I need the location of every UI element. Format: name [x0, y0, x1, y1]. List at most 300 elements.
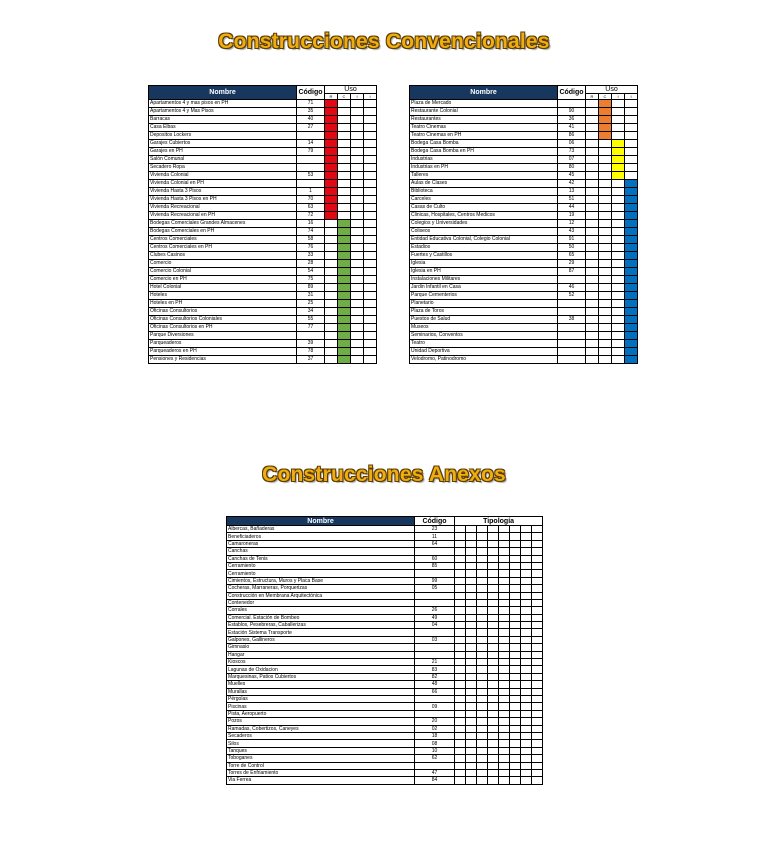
typology-cell — [521, 548, 532, 555]
use-cell — [338, 108, 351, 116]
use-col-i: I — [612, 94, 625, 100]
row-name: Hoteles en PH — [149, 300, 297, 308]
table-row — [149, 244, 377, 252]
typology-cell — [532, 533, 543, 540]
typology-cell — [510, 725, 521, 732]
row-name: Hotel Colonial — [149, 284, 297, 292]
row-name: Beneficiaderos — [227, 533, 415, 540]
typology-cell — [499, 740, 510, 747]
table-row — [410, 356, 638, 364]
typology-cell — [488, 777, 499, 784]
row-name: Unidad Deportiva — [410, 348, 558, 356]
row-name: Oficinas Consultorios — [149, 308, 297, 316]
table-row — [410, 260, 638, 268]
table-row — [149, 356, 377, 364]
row-code: 50 — [558, 244, 586, 252]
use-col-i: I — [364, 94, 377, 100]
use-cell — [612, 356, 625, 364]
typology-cell — [488, 636, 499, 643]
row-code: 51 — [558, 196, 586, 204]
row-name: Torres de Enfriamiento — [227, 769, 415, 776]
table-row — [227, 769, 543, 776]
typology-cell — [499, 710, 510, 717]
typology-cell — [477, 762, 488, 769]
typology-cell — [510, 540, 521, 547]
use-cell — [586, 140, 599, 148]
table-row — [149, 252, 377, 260]
use-cell — [325, 340, 338, 348]
typology-cell — [488, 526, 499, 533]
row-name: Apartamentos 4 y Mas Pisos — [149, 108, 297, 116]
table-row — [410, 108, 638, 116]
use-cell — [351, 292, 364, 300]
typology-cell — [499, 681, 510, 688]
row-name: Iglesia — [410, 260, 558, 268]
use-cell — [364, 300, 377, 308]
typology-cell — [499, 607, 510, 614]
row-code: 64 — [415, 540, 455, 547]
use-cell — [364, 100, 377, 108]
typology-cell — [532, 762, 543, 769]
use-cell — [599, 300, 612, 308]
table-row — [410, 324, 638, 332]
typology-cell — [521, 718, 532, 725]
use-cell — [325, 292, 338, 300]
row-name: Silos — [227, 740, 415, 747]
use-cell — [612, 196, 625, 204]
typology-cell — [510, 769, 521, 776]
use-cell — [338, 260, 351, 268]
typology-cell — [466, 599, 477, 606]
use-cell — [586, 220, 599, 228]
use-cell — [612, 220, 625, 228]
table-row — [149, 276, 377, 284]
use-cell — [351, 140, 364, 148]
use-cell — [625, 316, 638, 324]
row-code: 71 — [297, 100, 325, 108]
table-row — [149, 164, 377, 172]
table-row — [149, 332, 377, 340]
row-code — [558, 340, 586, 348]
use-cell — [364, 228, 377, 236]
use-cell — [338, 276, 351, 284]
use-cell — [351, 212, 364, 220]
typology-cell — [488, 577, 499, 584]
typology-cell — [510, 703, 521, 710]
use-cell — [325, 164, 338, 172]
use-cell — [586, 228, 599, 236]
use-cell — [612, 164, 625, 172]
typology-cell — [455, 599, 466, 606]
typology-cell — [488, 703, 499, 710]
use-cell — [338, 268, 351, 276]
use-cell — [586, 276, 599, 284]
typology-cell — [466, 688, 477, 695]
typology-cell — [521, 622, 532, 629]
use-cell — [625, 356, 638, 364]
typology-cell — [477, 755, 488, 762]
row-name: Restaurantes — [410, 116, 558, 124]
typology-cell — [510, 636, 521, 643]
use-cell — [625, 308, 638, 316]
row-name: Velodromo, Patinodromo — [410, 356, 558, 364]
use-cell — [351, 204, 364, 212]
use-cell — [351, 188, 364, 196]
typology-cell — [499, 570, 510, 577]
typology-cell — [521, 755, 532, 762]
row-code: 66 — [415, 688, 455, 695]
use-cell — [586, 252, 599, 260]
table-row — [149, 300, 377, 308]
use-cell — [351, 132, 364, 140]
typology-cell — [466, 747, 477, 754]
row-code — [558, 100, 586, 108]
use-cell — [338, 132, 351, 140]
typology-cell — [521, 585, 532, 592]
row-name: Fuertes y Castillos — [410, 252, 558, 260]
use-cell — [586, 300, 599, 308]
use-cell — [351, 276, 364, 284]
typology-cell — [510, 577, 521, 584]
use-cell — [625, 292, 638, 300]
use-cell — [325, 332, 338, 340]
row-code: 05 — [415, 585, 455, 592]
row-code — [558, 356, 586, 364]
typology-cell — [510, 592, 521, 599]
use-cell — [338, 156, 351, 164]
row-code: 79 — [297, 148, 325, 156]
typology-cell — [466, 548, 477, 555]
use-cell — [612, 132, 625, 140]
use-cell — [325, 100, 338, 108]
table-row — [410, 308, 638, 316]
row-code: 80 — [558, 164, 586, 172]
row-name: Vivienda Hasta 3 Pisos en PH — [149, 196, 297, 204]
row-name: Casas de Culto — [410, 204, 558, 212]
typology-cell — [488, 607, 499, 614]
annexes-table — [226, 516, 543, 785]
typology-cell — [532, 740, 543, 747]
use-cell — [325, 172, 338, 180]
table-row — [227, 688, 543, 695]
typology-cell — [499, 718, 510, 725]
use-cell — [625, 140, 638, 148]
row-name: Parqueaderos en PH — [149, 348, 297, 356]
typology-cell — [521, 666, 532, 673]
typology-cell — [521, 710, 532, 717]
typology-cell — [510, 607, 521, 614]
use-cell — [612, 116, 625, 124]
use-cell — [364, 140, 377, 148]
row-name: Toboganes — [227, 755, 415, 762]
row-code: 20 — [415, 718, 455, 725]
use-cell — [586, 324, 599, 332]
row-code: 19 — [558, 212, 586, 220]
table-row — [227, 747, 543, 754]
row-code — [558, 348, 586, 356]
table-row — [227, 695, 543, 702]
use-cell — [364, 244, 377, 252]
row-code: 90 — [558, 108, 586, 116]
typology-cell — [532, 570, 543, 577]
typology-cell — [477, 681, 488, 688]
typology-cell — [488, 629, 499, 636]
use-cell — [364, 324, 377, 332]
row-name: Restaurante Colonial — [410, 108, 558, 116]
table-row — [149, 204, 377, 212]
use-cell — [586, 188, 599, 196]
typology-cell — [521, 592, 532, 599]
row-code — [297, 132, 325, 140]
table-row — [227, 725, 543, 732]
row-code: 38 — [558, 316, 586, 324]
use-cell — [625, 172, 638, 180]
use-col-c: C — [338, 94, 351, 100]
annexes-title: Construcciones Anexos — [262, 463, 506, 486]
row-name: Industrias — [410, 156, 558, 164]
row-code: 40 — [297, 116, 325, 124]
typology-cell — [477, 740, 488, 747]
use-cell — [612, 308, 625, 316]
typology-cell — [455, 540, 466, 547]
use-cell — [338, 180, 351, 188]
row-code — [558, 324, 586, 332]
typology-cell — [488, 555, 499, 562]
use-cell — [325, 188, 338, 196]
table-row — [410, 332, 638, 340]
typology-cell — [455, 681, 466, 688]
typology-cell — [521, 629, 532, 636]
row-code — [297, 156, 325, 164]
table-row — [227, 548, 543, 555]
table-row — [410, 188, 638, 196]
table-row — [410, 116, 638, 124]
table-row — [227, 540, 543, 547]
row-code: 73 — [558, 148, 586, 156]
use-cell — [364, 276, 377, 284]
typology-cell — [499, 673, 510, 680]
table-row — [149, 220, 377, 228]
use-cell — [325, 204, 338, 212]
table-row — [227, 636, 543, 643]
row-code — [558, 276, 586, 284]
typology-cell — [455, 651, 466, 658]
typology-cell — [455, 526, 466, 533]
typology-cell — [499, 732, 510, 739]
row-name: Cerramiento — [227, 562, 415, 569]
row-name: Comercial. Estación de Bombeo — [227, 614, 415, 621]
use-cell — [325, 324, 338, 332]
table-row — [410, 196, 638, 204]
typology-cell — [466, 659, 477, 666]
typology-cell — [510, 681, 521, 688]
table-row — [227, 732, 543, 739]
typology-cell — [510, 755, 521, 762]
table-row — [149, 156, 377, 164]
row-name: Centros Comerciales en PH — [149, 244, 297, 252]
use-cell — [351, 116, 364, 124]
table-row — [410, 148, 638, 156]
typology-cell — [466, 740, 477, 747]
typology-cell — [532, 614, 543, 621]
typology-cell — [466, 629, 477, 636]
typology-cell — [532, 629, 543, 636]
typology-cell — [532, 703, 543, 710]
row-name: Oficinas Consultorios en PH — [149, 324, 297, 332]
row-code: 87 — [558, 268, 586, 276]
use-cell — [338, 164, 351, 172]
row-name: Vivienda Recreacional en PH — [149, 212, 297, 220]
row-name: Jardin Infantil en Casa — [410, 284, 558, 292]
typology-cell — [466, 592, 477, 599]
use-cell — [325, 276, 338, 284]
typology-cell — [477, 570, 488, 577]
use-cell — [338, 308, 351, 316]
row-name: Colegios y Universidades — [410, 220, 558, 228]
use-cell — [625, 188, 638, 196]
row-name: Vivienda Recreacional — [149, 204, 297, 212]
typology-cell — [532, 585, 543, 592]
typology-header: Tipología — [455, 517, 543, 526]
use-cell — [599, 268, 612, 276]
use-cell — [351, 228, 364, 236]
typology-cell — [455, 666, 466, 673]
use-cell — [599, 244, 612, 252]
row-name: Gimnasio — [227, 644, 415, 651]
table-row — [410, 348, 638, 356]
row-code: 74 — [297, 228, 325, 236]
typology-cell — [521, 688, 532, 695]
typology-cell — [466, 526, 477, 533]
row-name: Coliseos — [410, 228, 558, 236]
use-cell — [351, 108, 364, 116]
table-row — [227, 592, 543, 599]
use-cell — [586, 204, 599, 212]
use-cell — [338, 284, 351, 292]
use-cell — [351, 332, 364, 340]
use-cell — [325, 260, 338, 268]
use-cell — [351, 148, 364, 156]
typology-cell — [466, 762, 477, 769]
use-cell — [612, 140, 625, 148]
use-cell — [599, 356, 612, 364]
row-name: Museos — [410, 324, 558, 332]
use-cell — [338, 204, 351, 212]
table-row — [227, 570, 543, 577]
table-row — [149, 212, 377, 220]
row-code: 14 — [297, 140, 325, 148]
row-name: Instalaciones Militares — [410, 276, 558, 284]
use-cell — [325, 124, 338, 132]
use-cell — [612, 292, 625, 300]
row-name: Seminarios, Conventos — [410, 332, 558, 340]
use-cell — [325, 116, 338, 124]
use-cell — [351, 316, 364, 324]
table-row — [149, 124, 377, 132]
typology-cell — [499, 548, 510, 555]
typology-cell — [455, 614, 466, 621]
use-cell — [612, 300, 625, 308]
row-code — [415, 599, 455, 606]
row-code — [558, 332, 586, 340]
use-cell — [599, 124, 612, 132]
table-row — [227, 777, 543, 784]
typology-cell — [455, 703, 466, 710]
typology-cell — [499, 747, 510, 754]
use-cell — [364, 340, 377, 348]
row-code: 70 — [297, 196, 325, 204]
use-cell — [599, 188, 612, 196]
use-cell — [612, 108, 625, 116]
row-code: 04 — [415, 622, 455, 629]
row-code: 62 — [415, 755, 455, 762]
use-cell — [364, 220, 377, 228]
row-name: Aulas de Clases — [410, 180, 558, 188]
row-code — [297, 180, 325, 188]
typology-cell — [521, 777, 532, 784]
row-code: 31 — [297, 292, 325, 300]
typology-cell — [466, 732, 477, 739]
table-row — [227, 526, 543, 533]
row-name: Oficinas Consultorios Coloniales — [149, 316, 297, 324]
use-cell — [586, 308, 599, 316]
use-cell — [325, 348, 338, 356]
typology-cell — [499, 762, 510, 769]
use-cell — [338, 356, 351, 364]
typology-cell — [532, 755, 543, 762]
typology-cell — [510, 585, 521, 592]
row-name: Estación Sistema Transporte — [227, 629, 415, 636]
row-name: Teatro — [410, 340, 558, 348]
row-name: Vivienda Colonial — [149, 172, 297, 180]
row-code: 03 — [415, 636, 455, 643]
typology-cell — [499, 666, 510, 673]
use-cell — [364, 196, 377, 204]
use-cell — [338, 236, 351, 244]
row-code: 89 — [297, 284, 325, 292]
use-header: Uso — [325, 86, 377, 94]
typology-cell — [477, 725, 488, 732]
row-code: 54 — [297, 268, 325, 276]
table-row — [227, 740, 543, 747]
table-row — [410, 284, 638, 292]
use-cell — [612, 324, 625, 332]
row-name: Via Ferrea — [227, 777, 415, 784]
typology-cell — [510, 695, 521, 702]
typology-cell — [521, 614, 532, 621]
use-cell — [325, 244, 338, 252]
typology-cell — [466, 562, 477, 569]
use-cell — [586, 292, 599, 300]
typology-cell — [521, 570, 532, 577]
typology-cell — [477, 607, 488, 614]
use-cell — [586, 180, 599, 188]
use-cell — [599, 228, 612, 236]
use-cell — [325, 220, 338, 228]
table-row — [149, 172, 377, 180]
use-cell — [325, 252, 338, 260]
typology-cell — [488, 540, 499, 547]
row-code: 75 — [297, 276, 325, 284]
use-cell — [612, 340, 625, 348]
typology-cell — [510, 651, 521, 658]
typology-cell — [532, 769, 543, 776]
use-cell — [338, 212, 351, 220]
row-name: Pérgolas — [227, 695, 415, 702]
typology-cell — [521, 651, 532, 658]
typology-cell — [455, 562, 466, 569]
use-cell — [625, 276, 638, 284]
